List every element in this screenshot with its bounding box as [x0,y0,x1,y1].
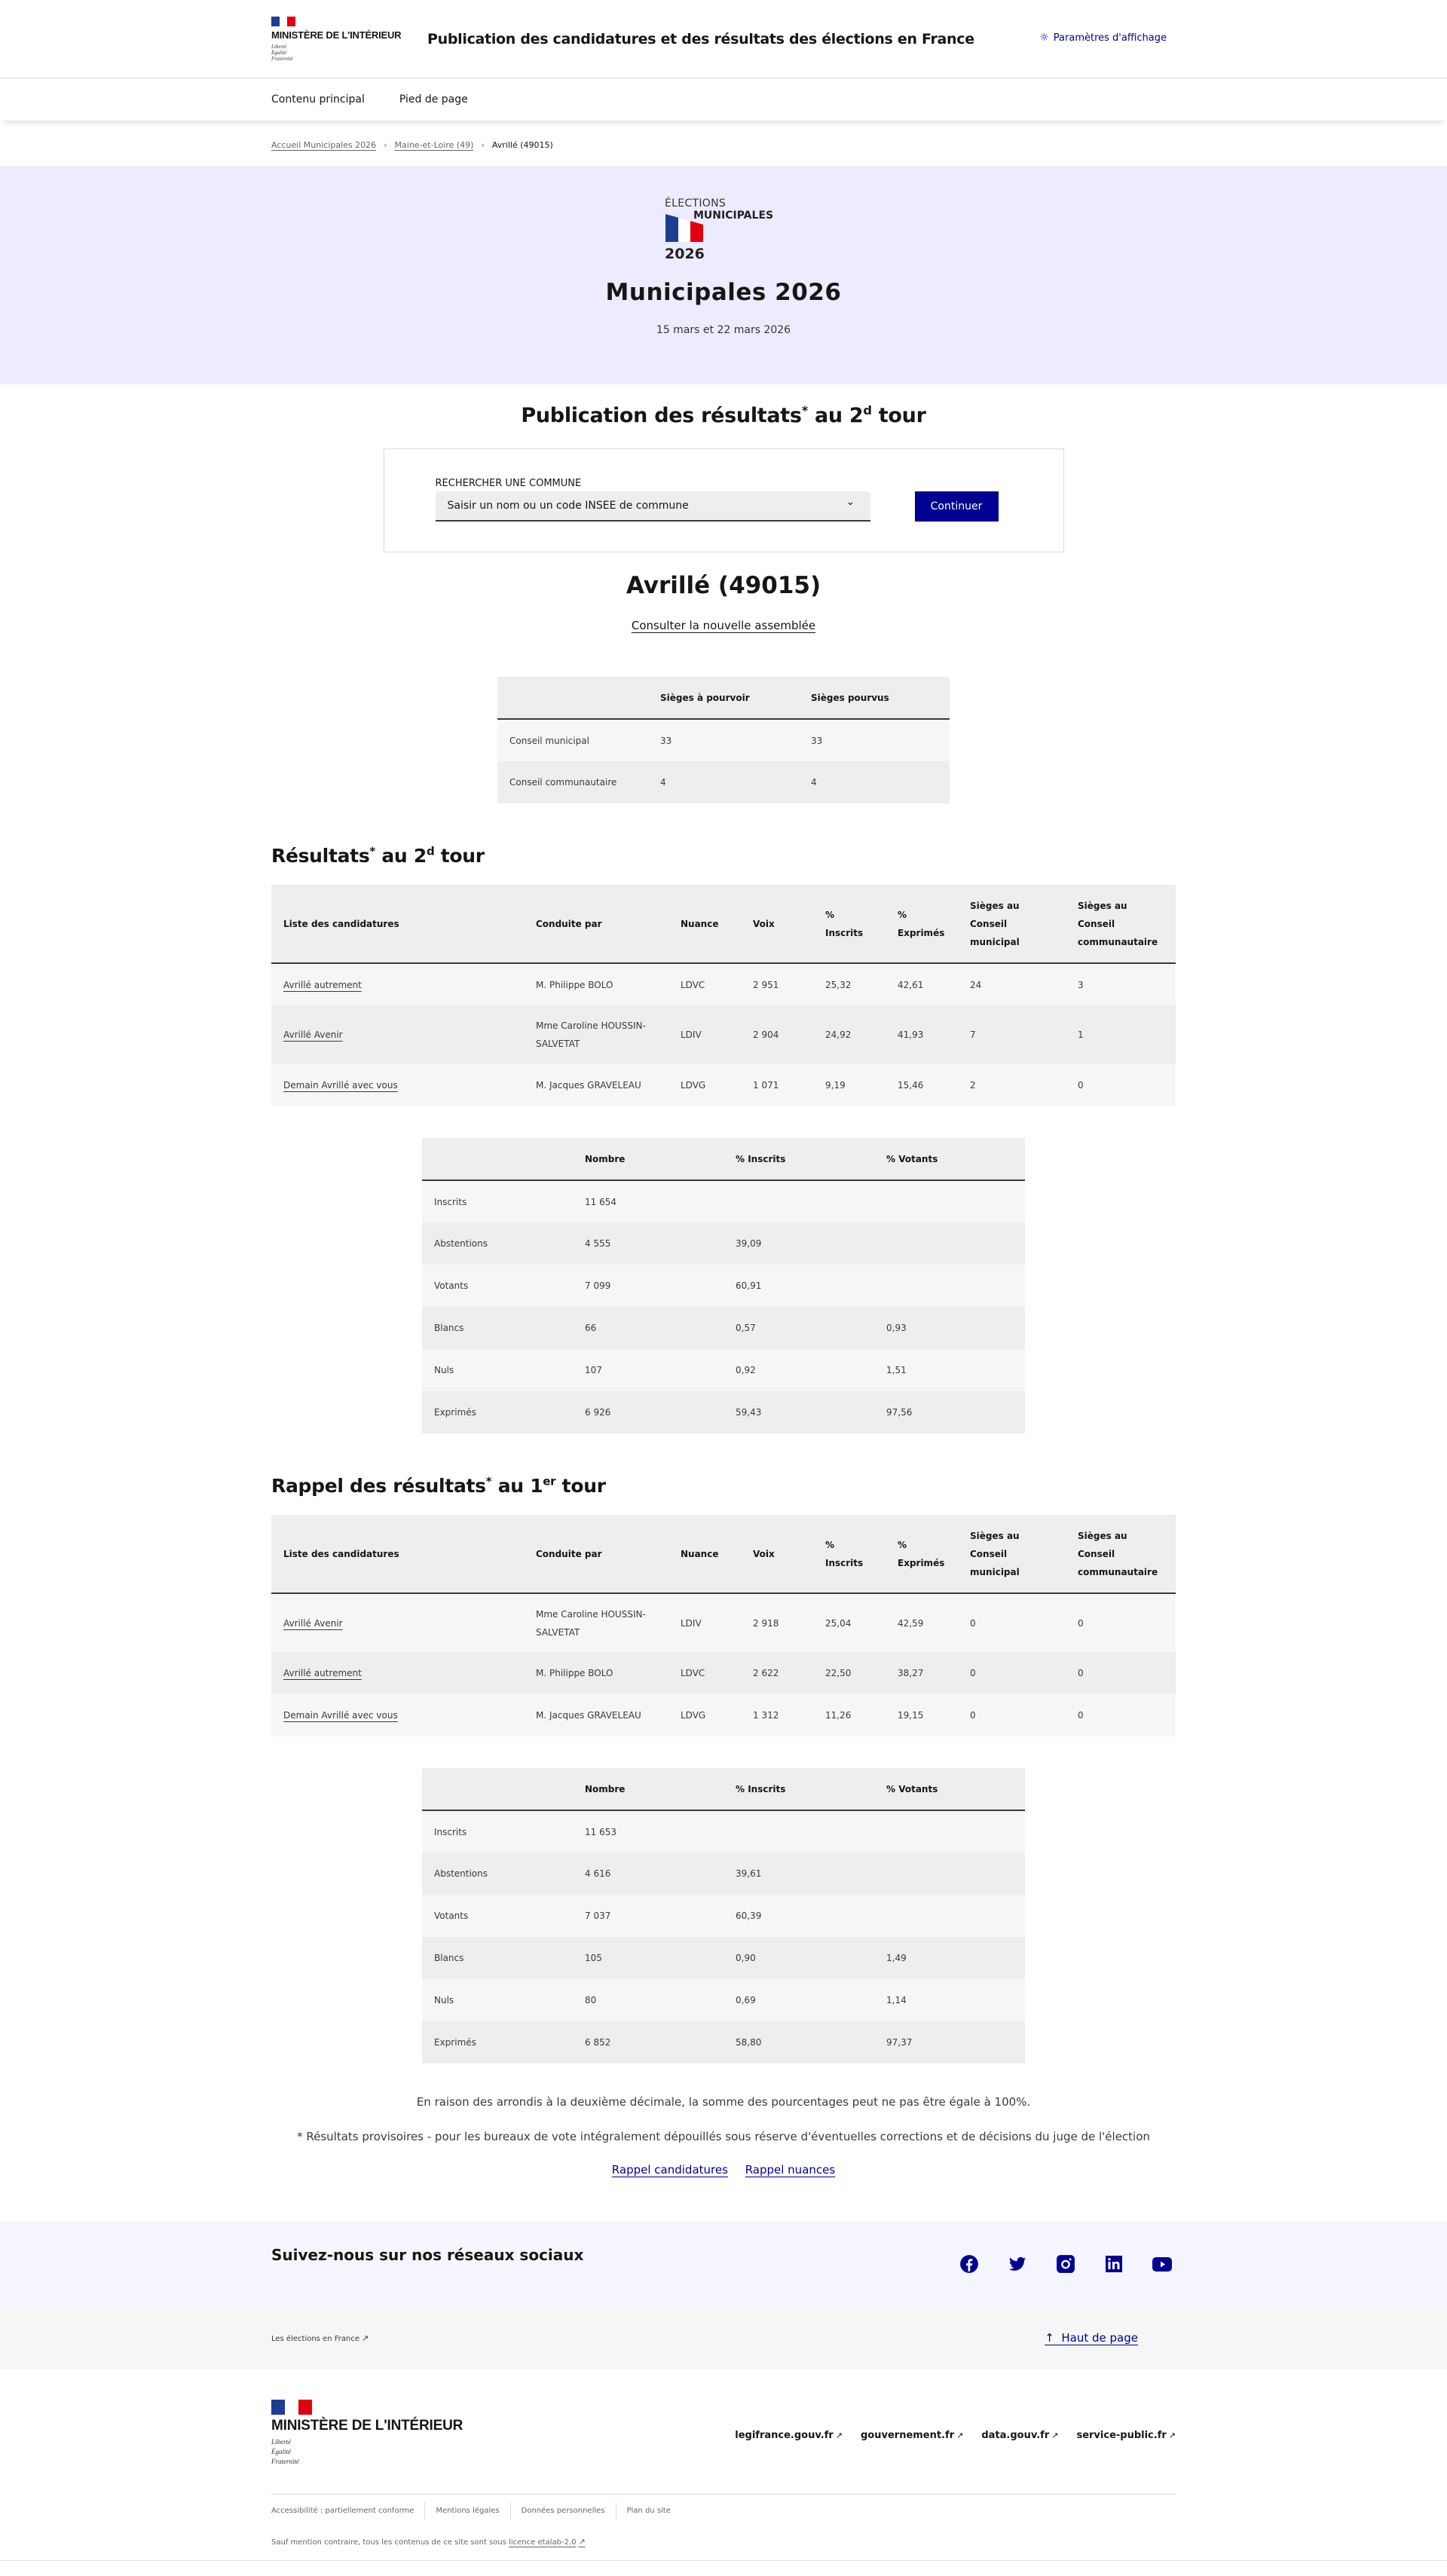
results-heading: Publication des résultats* au 2$^d$ tour [521,403,926,427]
recall-candidates-link[interactable]: Rappel candidatures [611,2163,728,2177]
cell: M. Jacques GRAVELEAU [524,1694,668,1736]
motto-fraternite: Fraternité [271,2458,299,2465]
cell: 97,37 [874,2021,1025,2064]
column-header: Liste des candidatures [271,885,524,963]
table-row [422,1265,1025,1307]
cell: 25,04 [813,1593,886,1652]
service-public-link[interactable]: service-public.fr ↗ [1076,2430,1176,2441]
seats-table [497,677,950,803]
column-header: Sièges au Conseil communautaire [1066,1515,1176,1593]
external-link-icon: ↗ [1051,2431,1059,2440]
cell: LDVG [668,1064,741,1106]
cell: Blancs [422,1937,573,1979]
cell: LDIV [668,1005,741,1064]
cell: 2 918 [741,1593,813,1652]
cell: Votants [422,1265,573,1307]
cell: 33 [799,719,950,761]
commune-search-input[interactable] [436,491,870,522]
ministry-logo[interactable] [271,17,403,62]
cell: 0 [1066,1064,1176,1106]
motto-liberte: Liberté [271,2438,291,2446]
cell: 19,15 [886,1694,958,1736]
motto-liberte: Liberté [271,44,287,50]
legifrance-link[interactable]: legifrance.gouv.fr ↗ [735,2430,843,2441]
sun-icon: ☼ [1039,32,1049,44]
site-title[interactable]: Publication des candidatures et des résultats des élections en France [427,31,974,47]
cell: Exprimés [422,2021,573,2064]
table-row [422,1810,1025,1852]
cell: 11 653 [573,1810,724,1852]
cell [874,1180,1025,1222]
column-header [422,1768,573,1810]
table-row [422,1391,1025,1433]
round1-title: Rappel des résultats* au 1er tour [271,1474,606,1497]
footer-ministry-logo[interactable] [271,2400,463,2494]
column-header: Voix [741,1515,813,1593]
column-header [422,1138,573,1180]
data-gouv-link[interactable]: data.gouv.fr ↗ [981,2430,1059,2441]
breadcrumb [0,121,1447,166]
table-row [422,1180,1025,1222]
column-header: % Inscrits [724,1768,874,1810]
cell: Mme Caroline HOUSSIN-SALVETAT [524,1593,668,1652]
cell: 1 312 [741,1694,813,1736]
cell: 0 [1066,1593,1176,1652]
social-title: Suivez-nous sur nos réseaux sociaux [271,2246,584,2264]
column-header: Nuance [668,1515,741,1593]
cell: 66 [573,1307,724,1349]
cell [724,1180,874,1222]
cell: 0,90 [724,1937,874,1979]
cell: 33 [648,719,799,761]
cell: 0,93 [874,1307,1025,1349]
breadcrumb-current: Avrillé (49015) [491,139,553,150]
cell: 60,39 [724,1895,874,1937]
cell: 7 [958,1005,1066,1064]
cell: 2 951 [741,963,813,1005]
commune-search-form [384,448,1064,552]
table-row [271,1694,1176,1736]
cell: LDVG [668,1694,741,1736]
cell: Exprimés [422,1391,573,1433]
external-link-icon: ↗ [361,2333,369,2343]
round2-results-table [271,885,1176,1106]
cell: 107 [573,1349,724,1391]
motto-egalite: Égalité [271,2448,291,2455]
recall-links [271,2163,1176,2177]
cell: 25,32 [813,963,886,1005]
table-row [271,1652,1176,1694]
cell: 58,80 [724,2021,874,2064]
motto-egalite: Égalité [271,50,287,56]
table-row [497,719,950,761]
column-header: Nombre [573,1768,724,1810]
table-row [422,1937,1025,1979]
provisional-note: * Résultats provisoires - pour les bureaux de vote intégralement dépouillés sous réserve d'éventuelles corrections et de décisions du juge de l'élection [297,2130,1150,2143]
table-row [271,1593,1176,1652]
breadcrumb-department[interactable]: Maine-et-Loire (49) [394,139,474,150]
elections-municipales-logo [665,197,782,264]
logo-year: 2026 [665,246,705,262]
cell: 0,92 [724,1349,874,1391]
cell: 0,69 [724,1979,874,2021]
site-header [0,0,1447,78]
election-banner [0,166,1447,384]
logo-line1: ÉLECTIONS [665,197,727,210]
column-header: % Exprimés [886,1515,958,1593]
cell: 1,51 [874,1349,1025,1391]
cell: 0 [958,1593,1066,1652]
column-header: Liste des candidatures [271,1515,524,1593]
cell: Nuls [422,1349,573,1391]
cell: Mme Caroline HOUSSIN-SALVETAT [524,1005,668,1064]
cell: 0 [958,1652,1066,1694]
cell: 24 [958,963,1066,1005]
column-header: % Inscrits [813,1515,886,1593]
external-link-icon: ↗ [578,2537,586,2547]
external-link-icon: ↗ [956,2431,964,2440]
logo-line2: MUNICIPALES [693,210,774,222]
cell: 60,91 [724,1265,874,1307]
chevron-right-icon: › [481,139,485,150]
round1-results-table [271,1515,1176,1736]
youtube-icon[interactable] [1152,2253,1173,2275]
cell: Abstentions [422,1222,573,1265]
column-header: Conduite par [524,1515,668,1593]
election-dates: 15 mars et 22 mars 2026 [656,324,791,336]
linkedin-icon[interactable] [1103,2253,1124,2275]
cell: 4 [799,761,950,803]
list-link[interactable]: Demain Avrillé avec vous [283,1710,398,1721]
license-text: Sauf mention contraire, tous les contenus de ce site sont sous licence etalab-2.0 ↗ [271,2537,586,2547]
cell: Blancs [422,1307,573,1349]
cell: Nuls [422,1979,573,2021]
cell: 0 [1066,1652,1176,1694]
table-row [422,1895,1025,1937]
footer-motto [271,2437,463,2467]
footer-ministry-name: MINISTÈRE DE L'INTÉRIEUR [271,2418,463,2434]
arrow-up-icon: ↑ [1045,2331,1054,2345]
footer-legal-links [271,2502,1176,2520]
elections-france-link[interactable]: Les élections en France ↗ [271,2333,369,2343]
sitemap-link[interactable]: Plan du site [616,2502,681,2520]
continue-button[interactable]: Continuer [915,491,999,522]
round2-stats-table [422,1138,1025,1433]
round2-title: Résultats* au 2$^d$ tour [271,844,485,867]
column-header: Nombre [573,1138,724,1180]
rounding-note: En raison des arrondis à la deuxième décimale, la somme des pourcentages peut ne pas être égale à 100%. [416,2095,1031,2109]
search-label: RECHERCHER UNE COMMUNE [435,478,582,489]
accessibility-link[interactable]: Accessibilité : partiellement conforme [271,2507,415,2515]
republic-motto [271,44,403,62]
cell [724,1810,874,1852]
personal-data-link[interactable]: Données personnelles [510,2502,616,2520]
cell: M. Philippe BOLO [524,1652,668,1694]
cell: M. Jacques GRAVELEAU [524,1064,668,1106]
cell: 41,93 [886,1005,958,1064]
cell: 9,19 [813,1064,886,1106]
license-link[interactable]: licence etalab-2.0 ↗ [509,2537,586,2547]
cell: 1 [1066,1005,1176,1064]
table-row [271,1005,1176,1064]
cell: 105 [573,1937,724,1979]
table-row [422,2021,1025,2064]
cell: 39,09 [724,1222,874,1265]
motto-fraternite: Fraternité [271,56,293,62]
table-row [497,761,950,803]
nav-footer[interactable]: Pied de page [399,93,468,106]
column-header [497,677,648,719]
nav-main-content[interactable]: Contenu principal [271,93,365,106]
cell: 4 [648,761,799,803]
recall-nuances-link[interactable]: Rappel nuances [745,2163,836,2177]
cell: 2 [958,1064,1066,1106]
cell: 0 [1066,1694,1176,1736]
cell [874,1852,1025,1895]
chevron-down-icon[interactable]: ⌄ [846,496,855,508]
list-link[interactable]: Avrillé autrement [283,1668,362,1678]
gouvernement-link[interactable]: gouvernement.fr ↗ [861,2430,964,2441]
cell: Inscrits [422,1810,573,1852]
cell: 6 852 [573,2021,724,2064]
column-header: Conduite par [524,885,668,963]
cell: 6 926 [573,1391,724,1433]
table-row [271,1064,1176,1106]
cell: 0,57 [724,1307,874,1349]
cell: 4 616 [573,1852,724,1895]
cell: Inscrits [422,1180,573,1222]
cell: LDIV [668,1593,741,1652]
legal-notice-link[interactable]: Mentions légales [424,2502,509,2520]
table-row [422,1222,1025,1265]
table-row [422,1979,1025,2021]
cell: 1,14 [874,1979,1025,2021]
cell [874,1810,1025,1852]
social-icons [959,2253,1173,2275]
chevron-right-icon: › [384,139,387,150]
cell: M. Philippe BOLO [524,963,668,1005]
breadcrumb-home[interactable]: Accueil Municipales 2026 [271,139,377,150]
external-link-icon: ↗ [835,2431,843,2440]
column-header: % Votants [874,1768,1025,1810]
cell: LDVC [668,1652,741,1694]
cell: 42,59 [886,1593,958,1652]
cell [874,1265,1025,1307]
table-row [422,1852,1025,1895]
cell: 59,43 [724,1391,874,1433]
display-settings-label: Paramètres d'affichage [1053,32,1167,44]
cell: Conseil communautaire [497,761,648,803]
cell: 3 [1066,963,1176,1005]
cell: 2 904 [741,1005,813,1064]
instagram-icon[interactable] [1055,2253,1076,2275]
column-header: Sièges au Conseil communautaire [1066,885,1176,963]
column-header: Sièges au Conseil municipal [958,885,1066,963]
cell: 38,27 [886,1652,958,1694]
prefooter [0,2306,1447,2369]
list-link[interactable]: Avrillé autrement [283,979,362,990]
new-assembly-link[interactable]: Consulter la nouvelle assemblée [631,619,816,632]
cell: 15,46 [886,1064,958,1106]
cell: 11,26 [813,1694,886,1736]
cell: 2 622 [741,1652,813,1694]
cell: 42,61 [886,963,958,1005]
twitter-icon[interactable] [1007,2253,1028,2275]
main-content [271,404,1176,2177]
skip-links-nav [0,78,1447,121]
column-header: % Inscrits [813,885,886,963]
column-header: Nuance [668,885,741,963]
column-header: % Inscrits [724,1138,874,1180]
cell: 11 654 [573,1180,724,1222]
column-header: Sièges à pourvoir [648,677,799,719]
column-header: Sièges pourvus [799,677,950,719]
cell [874,1895,1025,1937]
external-link-icon: ↗ [1168,2431,1176,2440]
cell: 4 555 [573,1222,724,1265]
cell: 7 037 [573,1895,724,1937]
facebook-icon[interactable] [959,2253,980,2275]
marianne-flag-icon [271,2400,312,2415]
cell: 1 071 [741,1064,813,1106]
round1-stats-table [422,1768,1025,2064]
list-link[interactable]: Avrillé Avenir [283,1617,343,1629]
cell: LDVC [668,963,741,1005]
cell: 22,50 [813,1652,886,1694]
cell: 24,92 [813,1005,886,1064]
column-header: % Exprimés [886,885,958,963]
table-row [271,963,1176,1005]
column-header: Sièges au Conseil municipal [958,1515,1066,1593]
table-row [422,1307,1025,1349]
cell: 7 099 [573,1265,724,1307]
back-to-top-link[interactable]: ↑ Haut de page [1045,2331,1138,2345]
cell: 1,49 [874,1937,1025,1979]
cell: Abstentions [422,1852,573,1895]
cell: Conseil municipal [497,719,648,761]
cell: Votants [422,1895,573,1937]
election-title: Municipales 2026 [605,279,842,306]
footer-external-links [735,2430,1176,2494]
cell: 0 [958,1694,1066,1736]
cell: 39,61 [724,1852,874,1895]
list-link[interactable]: Demain Avrillé avec vous [283,1080,398,1091]
ministry-name: MINISTÈRE DE L'INTÉRIEUR [271,29,402,41]
social-section [0,2222,1447,2306]
assembly-link-wrapper [271,619,1176,632]
table-row [422,1349,1025,1391]
column-header: % Votants [874,1138,1025,1180]
column-header: Voix [741,885,813,963]
cell [874,1222,1025,1265]
commune-title: Avrillé (49015) [626,572,821,599]
site-footer [0,2369,1447,2561]
list-link[interactable]: Avrillé Avenir [283,1029,343,1040]
display-settings-button[interactable] [1039,32,1167,44]
marianne-flag-icon [271,17,295,26]
cell: 97,56 [874,1391,1025,1433]
cell: 80 [573,1979,724,2021]
